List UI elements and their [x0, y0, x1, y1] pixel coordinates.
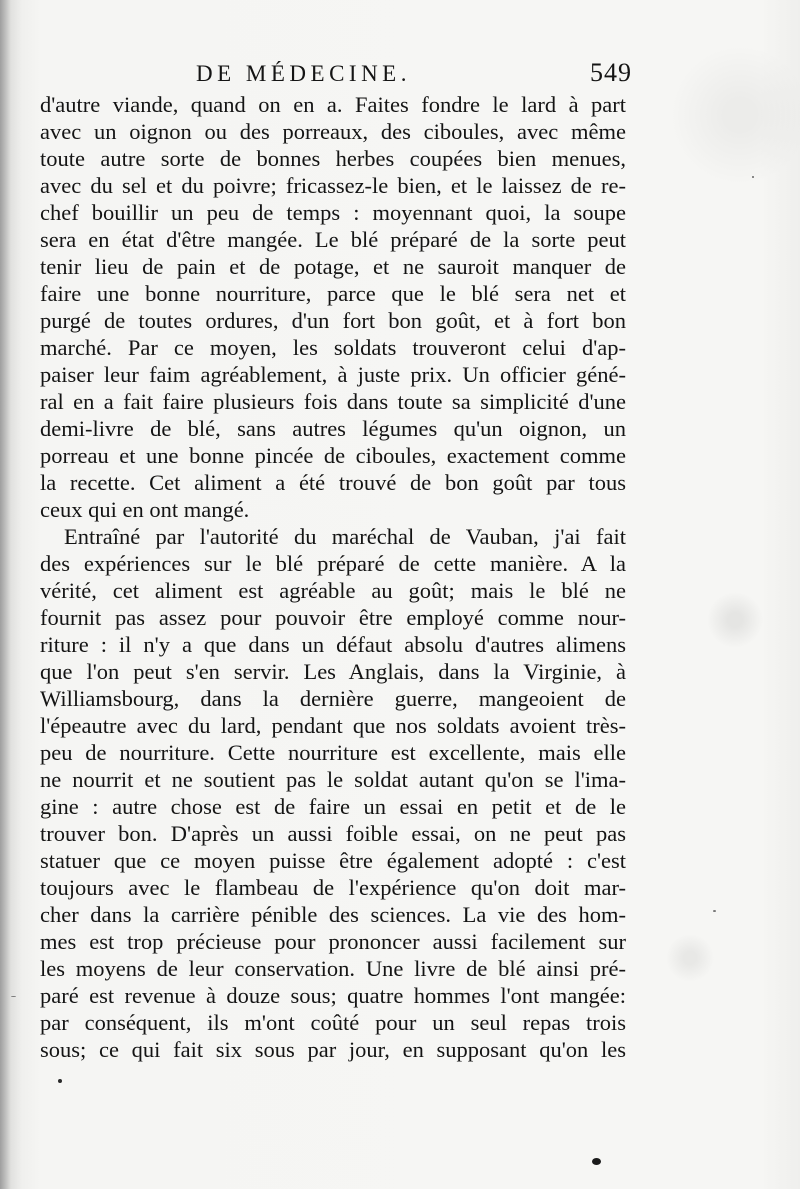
binding-shadow [0, 0, 22, 1189]
text-line: ral en a fait faire plusieurs fois dans toute sa simplicité d'une [40, 389, 626, 414]
text-line: gine : autre chose est de faire un essai en petit et de le [40, 794, 626, 819]
text-line: Williamsbourg, dans la dernière guerre, mangeoient de [40, 686, 626, 711]
text-line: sous; ce qui fait six sous par jour, en supposant qu'on les [40, 1037, 626, 1062]
text-line: la recette. Cet aliment a été trouvé de bon goût par tous [40, 470, 626, 495]
text-line: fournit pas assez pour pouvoir être employé comme nour- [40, 605, 626, 630]
text-line: faire une bonne nourriture, parce que le blé sera net et [40, 281, 626, 306]
paper-speck [58, 1079, 62, 1083]
body-text [40, 91, 626, 1062]
paper-speck [11, 996, 16, 997]
text-line: par conséquent, ils m'ont coûté pour un seul repas trois [40, 1010, 626, 1035]
text-line: ne nourrit et ne soutient pas le soldat autant qu'on se l'ima- [40, 767, 626, 792]
text-line: des expériences sur le blé préparé de cette manière. A la [40, 551, 626, 576]
text-line: sera en état d'être mangée. Le blé préparé de la sorte peut [40, 227, 626, 252]
text-line: vérité, cet aliment est agréable au goût; mais le blé ne [40, 578, 626, 603]
text-line: toujours avec le flambeau de l'expérience qu'on doit mar- [40, 875, 626, 900]
text-line: avec du sel et du poivre; fricassez-le bien, et le laissez de re- [40, 173, 626, 198]
text-line: marché. Par ce moyen, les soldats trouveront celui d'ap- [40, 335, 626, 360]
text-line: que l'on peut s'en servir. Les Anglais, dans la Virginie, à [40, 659, 626, 684]
text-line: tenir lieu de pain et de potage, et ne sauroit manquer de [40, 254, 626, 279]
text-line: paré est revenue à douze sous; quatre hommes l'ont mangée: [40, 983, 626, 1008]
text-line: porreau et une bonne pincée de ciboules, exactement comme [40, 443, 626, 468]
text-line: statuer que ce moyen puisse être également adopté : c'est [40, 848, 626, 873]
text-line: riture : il n'y a que dans un défaut absolu d'autres alimens [40, 632, 626, 657]
paper-speck [713, 910, 716, 912]
paragraph-first-line: Entraîné par l'autorité du maréchal de Vauban, j'ai fait [64, 524, 626, 549]
text-line: chef bouillir un peu de temps : moyennant quoi, la soupe [40, 200, 626, 225]
text-line: mes est trop précieuse pour prononcer aussi facilement sur [40, 929, 626, 954]
text-line: avec un oignon ou des porreaux, des ciboules, avec même [40, 119, 626, 144]
text-line: paiser leur faim agréablement, à juste prix. Un officier géné- [40, 362, 626, 387]
text-line: demi-livre de blé, sans autres légumes qu'un oignon, un [40, 416, 626, 441]
paper-speck [592, 1158, 601, 1165]
text-line: toute autre sorte de bonnes herbes coupées bien menues, [40, 146, 626, 171]
text-line: l'épeautre avec du lard, pendant que nos soldats avoient très- [40, 713, 626, 738]
text-line: cher dans la carrière pénible des sciences. La vie des hom- [40, 902, 626, 927]
text-line: trouver bon. D'après un aussi foible essai, on ne peut pas [40, 821, 626, 846]
text-line: peu de nourriture. Cette nourriture est excellente, mais elle [40, 740, 626, 765]
text-line: purgé de toutes ordures, d'un fort bon goût, et à fort bon [40, 308, 626, 333]
page-number: 549 [590, 58, 632, 87]
paper-speck [752, 176, 754, 178]
running-head: DE MÉDECINE. [196, 61, 411, 86]
text-line: les moyens de leur conservation. Une livre de blé ainsi pré- [40, 956, 626, 981]
text-line: ceux qui en ont mangé. [40, 497, 250, 522]
text-line: d'autre viande, quand on en a. Faites fondre le lard à part [40, 92, 626, 117]
